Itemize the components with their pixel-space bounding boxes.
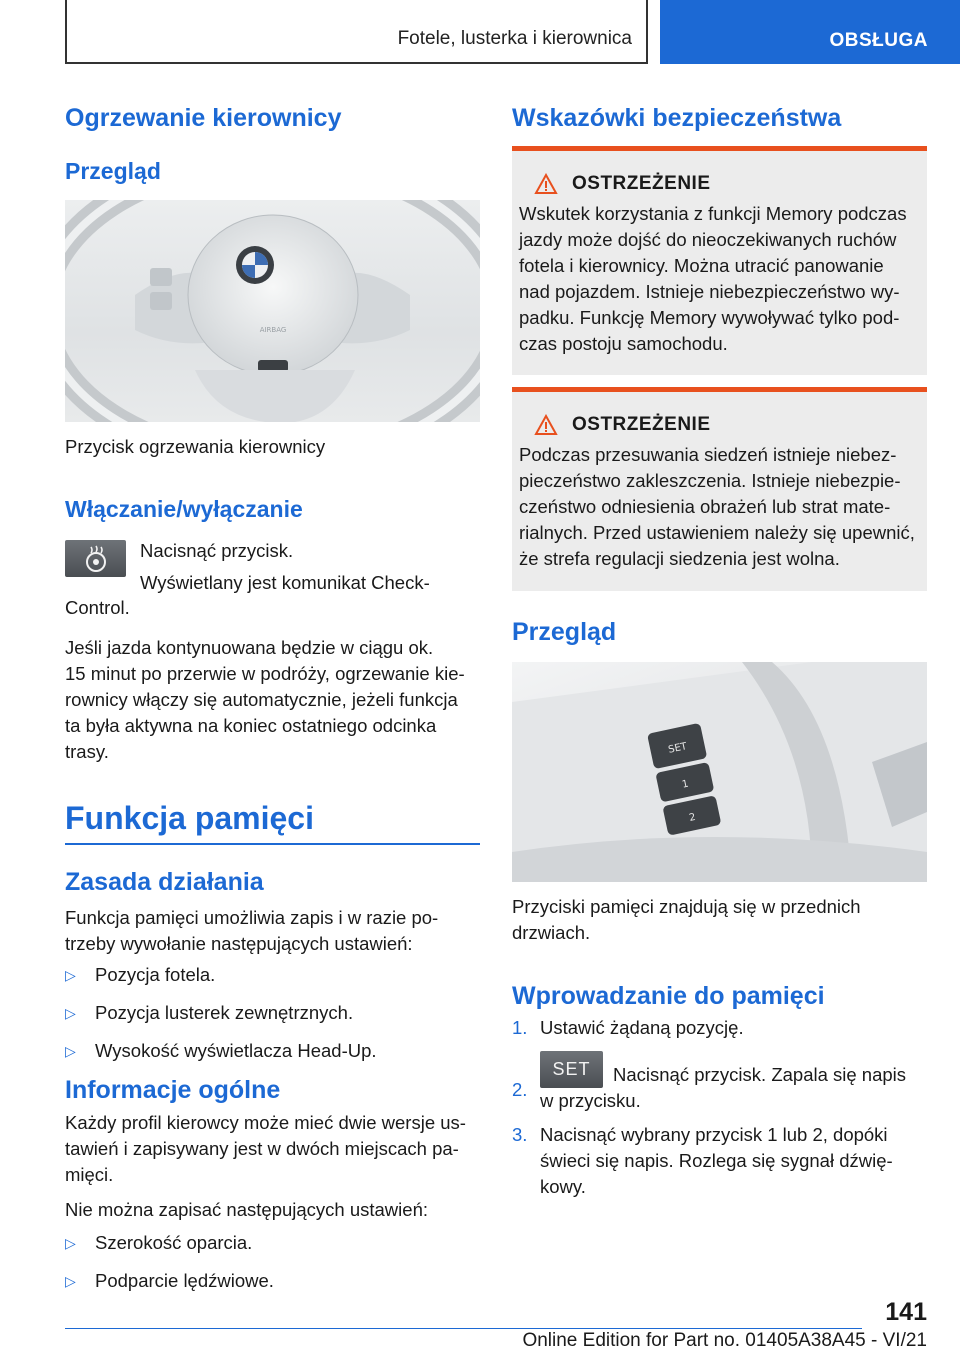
warning-line: jazdy może dojść do nieoczekiwanych ruchów xyxy=(519,229,897,250)
list-item-text: Szerokość oparcia. xyxy=(95,1232,253,1253)
list-item-text: Wysokość wyświetlacza Head-Up. xyxy=(95,1040,377,1061)
warning-text xyxy=(512,436,927,572)
step-text: świeci się napis. Rozlega się sygnał dźwię- xyxy=(540,1150,893,1171)
warning-box-1 xyxy=(512,146,927,375)
chapter-tab-label: OBSŁUGA xyxy=(829,30,928,51)
general-line: Każdy profil kierowcy może mieć dwie wersje us- xyxy=(65,1112,466,1133)
step-number: 2. xyxy=(512,1079,528,1100)
auto-line: Jeśli jazda kontynuowana będzie w ciągu ok. xyxy=(65,637,434,658)
list-item-text: Pozycja fotela. xyxy=(95,964,216,985)
steering-wheel-image xyxy=(65,200,480,422)
heading-on-off: Włączanie/wyłączanie xyxy=(65,496,303,522)
page-number: 141 xyxy=(885,1298,927,1326)
set-button[interactable] xyxy=(540,1051,603,1088)
bullet-triangle-icon: ▷ xyxy=(65,967,76,983)
list-item xyxy=(65,1268,274,1294)
warning-triangle-icon xyxy=(534,414,558,436)
door-button-1-label: 1 xyxy=(681,778,690,791)
header-frame xyxy=(65,0,648,64)
heading-safety: Wskazówki bezpieczeństwa xyxy=(512,104,842,132)
heading-divider xyxy=(65,843,480,845)
warning-line: Podczas przesuwania siedzeń istnieje niebez- xyxy=(519,444,897,465)
section-title: Fotele, lusterka i kierownica xyxy=(397,28,632,49)
auto-heating-paragraph xyxy=(65,635,485,765)
list-item-text: Podparcie lędźwiowe. xyxy=(95,1270,274,1291)
bullet-triangle-icon: ▷ xyxy=(65,1043,76,1059)
heading-general-info: Informacje ogólne xyxy=(65,1076,281,1104)
cannot-store-list xyxy=(65,1230,274,1294)
warning-header xyxy=(512,151,927,195)
step-text: Ustawić żądaną pozycję. xyxy=(540,1017,744,1038)
warning-line: fotela i kierownicy. Można utracić panowanie xyxy=(519,255,884,276)
door-set-label: SET xyxy=(667,741,689,756)
airbag-label: AIRBAG xyxy=(259,326,287,334)
door-button-2-label: 2 xyxy=(688,811,697,824)
bullet-triangle-icon: ▷ xyxy=(65,1005,76,1021)
warning-box-2 xyxy=(512,387,927,591)
principle-line: Funkcja pamięci umożliwia zapis i w razie po- xyxy=(65,907,439,928)
warning-label: OSTRZEŻENIE xyxy=(572,414,711,435)
auto-line: 15 minut po przerwie w podróży, ogrzewanie kie- xyxy=(65,663,465,684)
step-1 xyxy=(512,1015,927,1041)
heading-steering-heating: Ogrzewanie kierownicy xyxy=(65,104,342,132)
footer-divider xyxy=(65,1328,862,1329)
warning-line: padku. Funkcję Memory wywoływać tylko pod- xyxy=(519,307,900,328)
auto-line: trasy. xyxy=(65,741,109,762)
heading-store: Wprowadzanie do pamięci xyxy=(512,982,825,1010)
principle-paragraph xyxy=(65,905,438,957)
check-control-text-1: Wyświetlany jest komunikat Check- xyxy=(140,572,430,593)
auto-line: ta była aktywna na koniec ostatniego odcinka xyxy=(65,715,437,736)
step-text: kowy. xyxy=(540,1176,586,1197)
cannot-store-text: Nie można zapisać następujących ustawień: xyxy=(65,1199,428,1220)
step-3 xyxy=(512,1122,927,1200)
warning-line: nad pojazdem. Istnieje niebezpieczeństwo wy- xyxy=(519,281,900,302)
door-memory-buttons-image xyxy=(512,662,927,882)
press-button-text: Nacisnąć przycisk. xyxy=(140,540,294,561)
warning-header xyxy=(512,392,927,436)
warning-line: Wskutek korzystania z funkcji Memory podczas xyxy=(519,203,907,224)
heading-principle: Zasada działania xyxy=(65,868,264,896)
bullet-triangle-icon: ▷ xyxy=(65,1273,76,1289)
check-control-text-2: Control. xyxy=(65,597,130,618)
heated-steering-wheel-icon xyxy=(81,545,111,573)
list-item xyxy=(65,962,377,988)
list-item xyxy=(65,1000,377,1026)
list-item xyxy=(65,1038,377,1064)
warning-line: pieczeństwo zakleszczenia. Istnieje niebezpie- xyxy=(519,470,901,491)
heading-overview-left: Przegląd xyxy=(65,158,161,184)
warning-line: czas postoju samochodu. xyxy=(519,333,728,354)
list-item-text: Pozycja lusterek zewnętrznych. xyxy=(95,1002,354,1023)
door-caption xyxy=(512,894,861,946)
principle-list xyxy=(65,962,377,1064)
warning-line: czeństwo odniesienia obrażeń lub strat mate- xyxy=(519,496,891,517)
warning-label: OSTRZEŻENIE xyxy=(572,173,711,194)
general-line: mięci. xyxy=(65,1164,114,1185)
warning-triangle-icon xyxy=(534,173,558,195)
wheel-caption: Przycisk ogrzewania kierownicy xyxy=(65,436,326,457)
set-button-label: SET xyxy=(552,1059,591,1079)
heading-memory-function: Funkcja pamięci xyxy=(65,800,314,836)
warning-line: że strefa regulacji siedzenia jest wolna. xyxy=(519,548,840,569)
step-number: 1. xyxy=(512,1017,528,1038)
caption-line: Przyciski pamięci znajdują się w przednich xyxy=(512,896,861,917)
general-paragraph xyxy=(65,1110,466,1188)
step-text: Nacisnąć przycisk. Zapala się napis xyxy=(613,1064,907,1085)
heading-overview-right: Przegląd xyxy=(512,618,617,646)
warning-text xyxy=(512,195,927,357)
list-item xyxy=(65,1230,274,1256)
auto-line: rownicy włączy się automatycznie, jeżeli funkcja xyxy=(65,689,458,710)
principle-line: trzeby wywołanie następujących ustawień: xyxy=(65,933,413,954)
heated-steering-wheel-button[interactable] xyxy=(65,540,126,577)
step-text: Nacisnąć wybrany przycisk 1 lub 2, dopóki xyxy=(540,1124,888,1145)
warning-line: rialnych. Przed ustawieniem należy się upewnić, xyxy=(519,522,915,543)
step-2 xyxy=(512,1051,927,1114)
step-text: w przycisku. xyxy=(540,1090,641,1111)
step-number: 3. xyxy=(512,1124,528,1145)
steps-list xyxy=(512,1015,927,1200)
caption-line: drzwiach. xyxy=(512,922,591,943)
chapter-tab[interactable] xyxy=(660,0,960,64)
footer-edition: Online Edition for Part no. 01405A38A45 - VI/21 xyxy=(522,1330,927,1351)
general-line: tawień i zapisywany jest w dwóch miejscach pa- xyxy=(65,1138,459,1159)
bullet-triangle-icon: ▷ xyxy=(65,1235,76,1251)
